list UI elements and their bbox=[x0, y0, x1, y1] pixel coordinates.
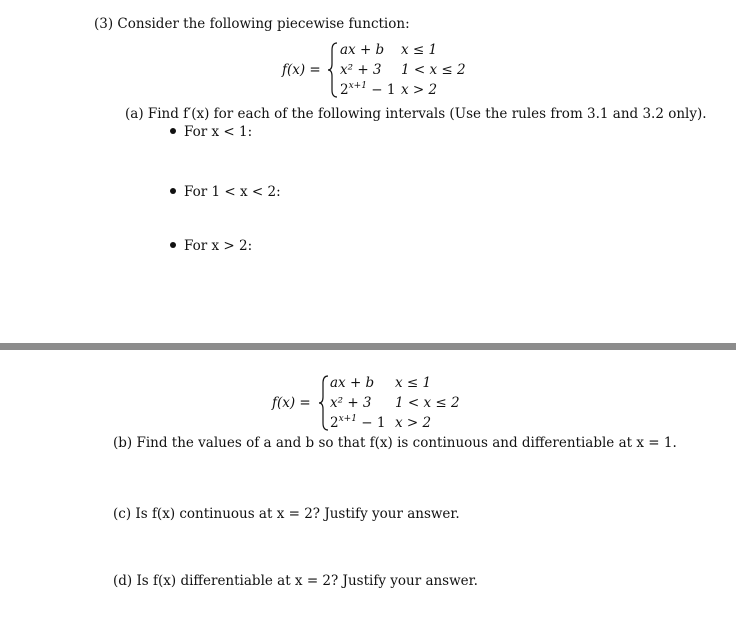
piece-1-expr: ax + b bbox=[340, 42, 385, 58]
part-c-prompt: (c) Is f(x) continuous at x = 2? Justify your answer. bbox=[113, 506, 460, 522]
piece-1-expr: ax + b bbox=[330, 375, 375, 391]
piecewise-function-bottom bbox=[272, 374, 472, 434]
piece-1-cond: x ≤ 1 bbox=[401, 42, 438, 58]
piece-3-cond: x > 2 bbox=[395, 415, 432, 431]
part-b-prompt: (b) Find the values of a and b so that f(x) is continuous and differentiable at x = 1. bbox=[113, 435, 677, 451]
piece-3-expr: $2^{x+1} - 1$ bbox=[330, 414, 386, 431]
piece-3-expr: $2^{x+1} - 1$ bbox=[340, 81, 396, 98]
bullet-item: For 1 < x < 2: bbox=[170, 184, 281, 200]
piecewise-function-top bbox=[282, 40, 482, 100]
piece-2-cond: 1 < x ≤ 2 bbox=[395, 395, 460, 411]
bullet-icon bbox=[170, 242, 176, 248]
piece-2-expr: x² + 3 bbox=[340, 62, 382, 78]
part-d-prompt: (d) Is f(x) differentiable at x = 2? Justify your answer. bbox=[113, 573, 478, 589]
left-brace-icon bbox=[318, 375, 330, 431]
bullet-item: For x < 1: bbox=[170, 124, 252, 140]
bullet-item: For x > 2: bbox=[170, 238, 252, 254]
left-brace-icon bbox=[327, 42, 339, 98]
piece-2-expr: x² + 3 bbox=[330, 395, 372, 411]
piece-2-cond: 1 < x ≤ 2 bbox=[401, 62, 466, 78]
part-a-prompt: (a) Find f′(x) for each of the following intervals (Use the rules from 3.1 and 3.2 only). bbox=[125, 106, 707, 122]
page-divider bbox=[0, 343, 736, 350]
function-lhs: f(x) = bbox=[272, 395, 311, 411]
function-lhs: f(x) = bbox=[282, 62, 321, 78]
piece-3-cond: x > 2 bbox=[401, 82, 438, 98]
bullet-icon bbox=[170, 188, 176, 194]
problem-intro: (3) Consider the following piecewise function: bbox=[94, 16, 410, 32]
bullet-icon bbox=[170, 128, 176, 134]
piece-1-cond: x ≤ 1 bbox=[395, 375, 432, 391]
